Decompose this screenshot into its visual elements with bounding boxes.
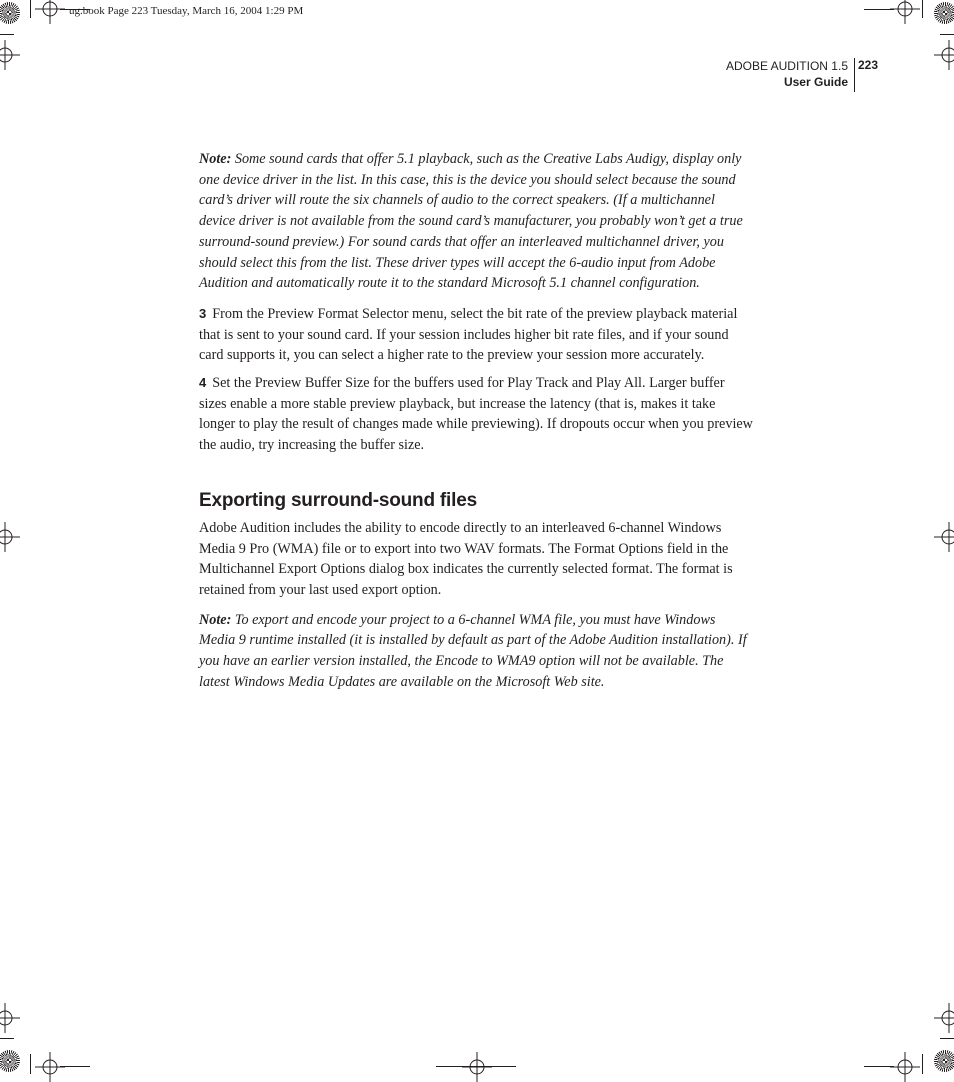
note-text: To export and encode your project to a 6-channel WMA file, you must have Windows Media 9 runtime installed (it is installed by default as part of the Adobe Audition installation). If you have an earlier version installed, the Encode to WMA9 option will not be available. The latest Windows Media Updates are available on the Microsoft Web site. xyxy=(199,611,747,690)
color-rosette-top-right xyxy=(934,2,954,24)
registration-mark-icon xyxy=(890,1052,920,1082)
registration-mark-icon xyxy=(35,1052,65,1082)
crop-mark xyxy=(940,1038,954,1039)
crop-mark xyxy=(30,0,31,18)
note-text: Some sound cards that offer 5.1 playback, such as the Creative Labs Audigy, display only one device driver in the list. In this case, this is the device you should select because the sound card’s driver will route the six channels of audio to the correct speakers. (If a multichannel device driver is not available from the sound card’s manufacturer, you probably won’t get a true surround-sound preview.) For sound cards that offer an interleaved multichannel driver, you should select this from the list. These driver types will accept the 6-audio input from Adobe Audition and automatically route it to the standard Microsoft 5.1 channel configuration. xyxy=(199,151,743,292)
note-paragraph xyxy=(199,149,754,294)
registration-mark-icon xyxy=(35,0,65,24)
registration-mark-icon xyxy=(934,40,954,70)
header-divider xyxy=(854,58,855,92)
crop-mark xyxy=(864,1066,894,1067)
registration-mark-icon xyxy=(934,522,954,552)
print-slug: ug.book Page 223 Tuesday, March 16, 2004 1:29 PM xyxy=(69,5,304,17)
crop-mark xyxy=(922,1054,923,1074)
note-label: Note: xyxy=(199,611,232,628)
crop-mark xyxy=(0,34,14,35)
section-heading: Exporting surround-sound files xyxy=(199,489,477,511)
guide-name: User Guide xyxy=(783,75,848,89)
crop-mark xyxy=(0,1038,14,1039)
step-text: Set the Preview Buffer Size for the buffers used for Play Track and Play All. Larger buffer sizes enable a more stable preview playback, but increase the latency (that is, makes it take longer to play the result of changes made while previewing). If dropouts occur when you preview the audio, try increasing the buffer size. xyxy=(199,375,753,454)
registration-mark-icon xyxy=(0,40,20,70)
body-paragraph: Adobe Audition includes the ability to encode directly to an interleaved 6-channel Windows Media 9 Pro (WMA) file or to export into two WAV formats. The Format Options field in the Multichannel Export Options dialog box indicates the currently selected format. The format is retained from your last used export option. xyxy=(199,519,733,598)
crop-mark xyxy=(60,1066,90,1067)
crop-mark xyxy=(940,34,954,35)
registration-mark-icon xyxy=(890,0,920,24)
crop-mark xyxy=(864,9,894,10)
note-label: Note: xyxy=(199,151,232,167)
step-item xyxy=(199,373,754,456)
page-content xyxy=(199,149,754,702)
color-rosette-bottom-right xyxy=(934,1050,954,1072)
running-header xyxy=(726,58,848,90)
step-number: 3 xyxy=(199,305,207,321)
registration-mark-icon xyxy=(462,1052,492,1082)
crop-mark xyxy=(436,1066,516,1067)
registration-mark-icon xyxy=(934,1003,954,1033)
step-text: From the Preview Format Selector menu, select the bit rate of the preview playback material that is sent to your sound card. If your session includes higher bit rate files, and if your sound card supports it, you can select a higher rate to the preview your session more accurately. xyxy=(199,305,738,364)
note-paragraph xyxy=(199,610,754,693)
color-rosette-top-left xyxy=(0,2,20,24)
step-number: 4 xyxy=(199,375,207,391)
registration-mark-icon xyxy=(0,1003,20,1033)
registration-mark-icon xyxy=(0,522,20,552)
crop-mark xyxy=(30,1054,31,1074)
crop-mark xyxy=(922,0,923,18)
product-name: ADOBE AUDITION 1.5 xyxy=(725,59,848,73)
page-number: 223 xyxy=(858,58,879,72)
color-rosette-bottom-left xyxy=(0,1050,20,1072)
step-item xyxy=(199,304,754,366)
